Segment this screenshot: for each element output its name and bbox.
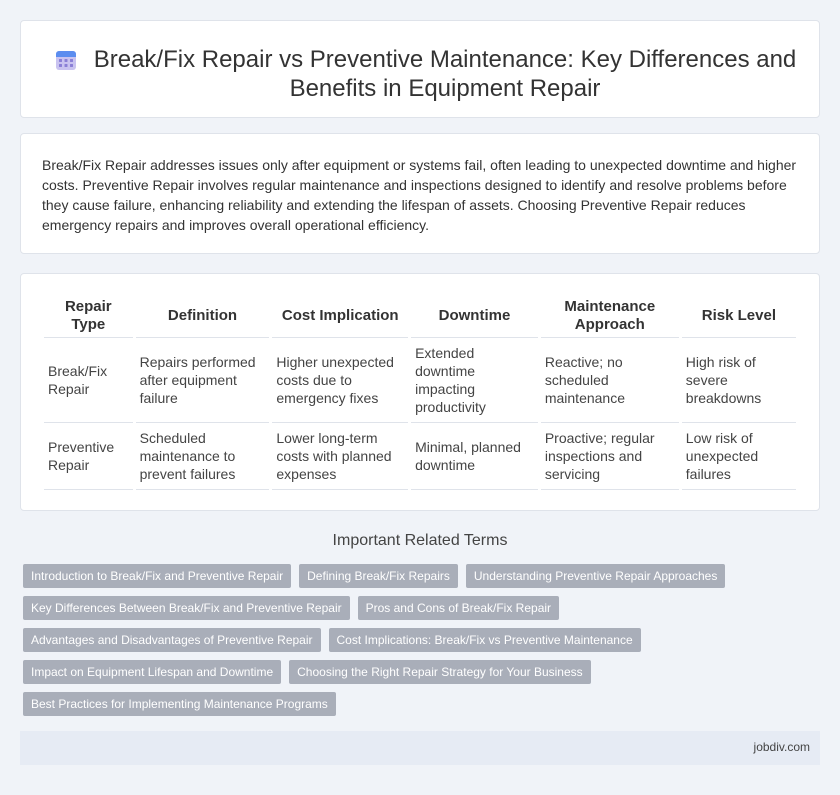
related-terms-tags	[23, 564, 783, 716]
related-tag[interactable]: Pros and Cons of Break/Fix Repair	[358, 596, 559, 620]
header-definition: Definition	[136, 294, 270, 338]
table-cell: Extended downtime impacting productivity	[411, 338, 538, 423]
footer	[20, 731, 820, 765]
related-tag[interactable]: Choosing the Right Repair Strategy for Your Business	[289, 660, 591, 684]
title-card	[20, 20, 820, 118]
related-tag[interactable]: Introduction to Break/Fix and Preventive Repair	[23, 564, 291, 588]
table-cell: Higher unexpected costs due to emergency fixes	[272, 338, 408, 423]
header-cost-implication: Cost Implication	[272, 294, 408, 338]
table-cell: Minimal, planned downtime	[411, 423, 538, 490]
table-header-row	[44, 294, 796, 338]
intro-card	[20, 133, 820, 254]
table-cell: Low risk of unexpected failures	[682, 423, 796, 490]
table-cell: Lower long-term costs with planned expenses	[272, 423, 408, 490]
table-cell: Reactive; no scheduled maintenance	[541, 338, 679, 423]
related-tag[interactable]: Impact on Equipment Lifespan and Downtime	[23, 660, 281, 684]
related-tag[interactable]: Cost Implications: Break/Fix vs Preventive Maintenance	[329, 628, 641, 652]
table-cell: Preventive Repair	[44, 423, 133, 490]
table-cell: Proactive; regular inspections and servicing	[541, 423, 679, 490]
table-cell: Scheduled maintenance to prevent failures	[136, 423, 270, 490]
related-terms-title: Important Related Terms	[332, 532, 508, 549]
table-cell: Break/Fix Repair	[44, 338, 133, 423]
comparison-table	[41, 294, 799, 490]
header-risk-level: Risk Level	[682, 294, 796, 338]
footer-site-link[interactable]: jobdiv.com	[753, 740, 810, 754]
related-tag[interactable]: Best Practices for Implementing Maintenance Programs	[23, 692, 336, 716]
table-row	[44, 423, 796, 490]
header-maintenance-approach: Maintenance Approach	[541, 294, 679, 338]
related-tag[interactable]: Defining Break/Fix Repairs	[299, 564, 458, 588]
page-title: Break/Fix Repair vs Preventive Maintenance: Key Differences and Benefits in Equipment Repair	[93, 46, 797, 102]
related-tag[interactable]: Understanding Preventive Repair Approaches	[466, 564, 725, 588]
table-row	[44, 338, 796, 423]
comparison-table-card	[20, 273, 820, 511]
related-tag[interactable]: Advantages and Disadvantages of Preventive Repair	[23, 628, 321, 652]
table-cell: Repairs performed after equipment failure	[136, 338, 270, 423]
calendar-icon	[54, 48, 78, 72]
related-tag[interactable]: Key Differences Between Break/Fix and Preventive Repair	[23, 596, 350, 620]
intro-text: Break/Fix Repair addresses issues only after equipment or systems fail, often leading to unexpected downtime and higher costs. Preventive Repair involves regular maintenance and inspections designed to identify and resolve problems before they cause failure, enhancing reliability and extending the lifespan of assets. Choosing Preventive Repair reduces emergency repairs and improves overall operational efficiency.	[42, 157, 797, 233]
header-downtime: Downtime	[411, 294, 538, 338]
header-repair-type: Repair Type	[44, 294, 133, 338]
table-cell: High risk of severe breakdowns	[682, 338, 796, 423]
